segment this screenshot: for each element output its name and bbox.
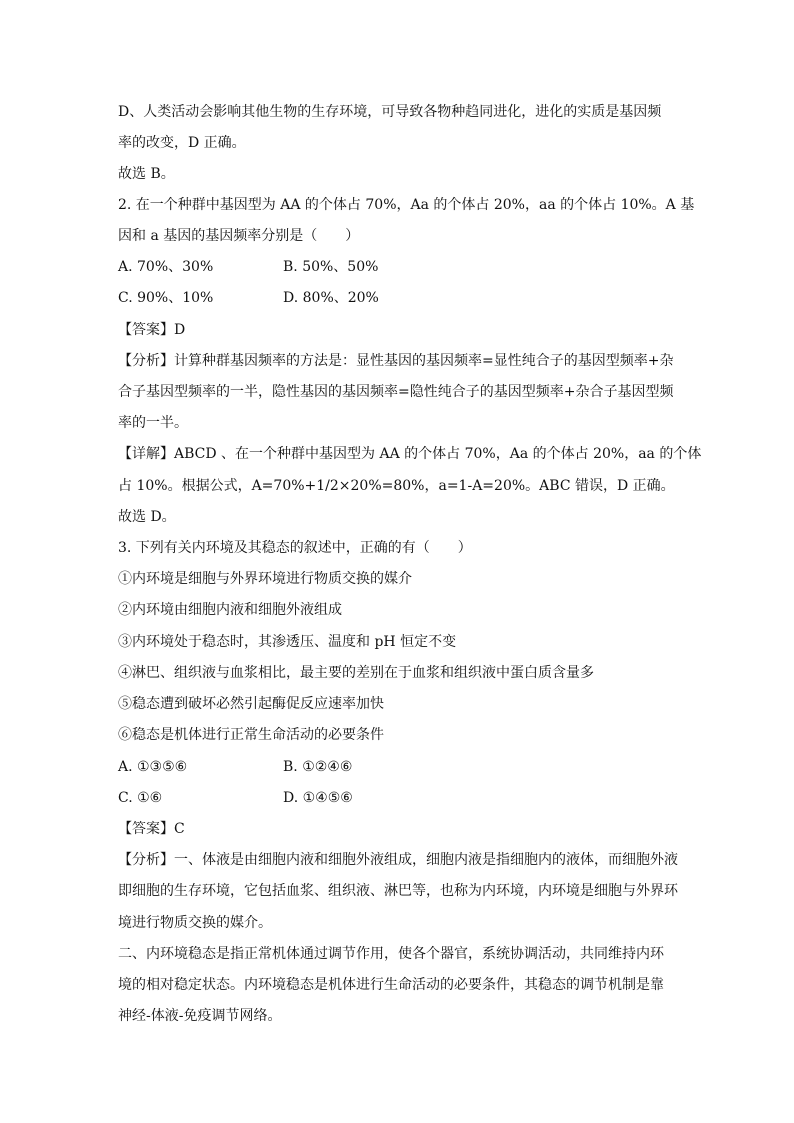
q3-analysis-line-2: 即细胞的生存环境，它包括血浆、组织液、淋巴等，也称为内环境，内环境是细胞与外界环 [118,883,678,899]
q2-stem-line-2: 因和 a 基因的基因频率分别是（ ） [118,228,360,244]
q2-option-c: C. 90%、10% [118,290,214,306]
q3-statement-3: ③内环境处于稳态时，其渗透压、温度和 pH 恒定不变 [118,634,457,650]
q3-statement-1: ①内环境是细胞与外界环境进行物质交换的媒介 [118,571,412,587]
q2-answer: 【答案】D [118,322,186,338]
q2-conclusion: 故选 D。 [118,509,176,525]
q2-option-a: A. 70%、30% [118,259,214,275]
q1-conclusion: 故选 B。 [118,166,175,182]
q2-analysis-line-2: 合子基因型频率的一半，隐性基因的基因频率=隐性纯合子的基因型频率+杂合子基因型频 [118,384,674,400]
q2-option-d: D. 80%、20% [283,290,379,306]
q3-statement-6: ⑥稳态是机体进行正常生命活动的必要条件 [118,727,384,743]
q2-detail-line-2: 占 10%。根据公式，A=70%+1/2×20%=80%，a=1-A=20%。ABC 错误，D 正确。 [118,478,675,494]
q3-statement-2: ②内环境由细胞内液和细胞外液组成 [118,602,342,618]
q3-option-b: B. ①②④⑥ [283,759,353,775]
q2-option-b: B. 50%、50% [283,259,379,275]
q1-explanation-line-2: 率的改变，D 正确。 [118,135,246,151]
q3-analysis-line-5: 境的相对稳定状态。内环境稳态是机体进行生命活动的必要条件，其稳态的调节机制是靠 [118,977,664,993]
q3-statement-5: ⑤稳态遭到破坏必然引起酶促反应速率加快 [118,696,384,712]
q3-analysis-line-1: 【分析】一、体液是由细胞内液和细胞外液组成，细胞内液是指细胞内的液体，而细胞外液 [118,852,678,868]
q3-stem: 3. 下列有关内环境及其稳态的叙述中，正确的有（ ） [118,540,472,556]
q1-explanation-line-1: D、人类活动会影响其他生物的生存环境，可导致各物种趋同进化，进化的实质是基因频 [118,104,662,120]
q2-stem-line-1: 2. 在一个种群中基因型为 AA 的个体占 70%，Aa 的个体占 20%，aa 的个体占 10%。A 基 [118,197,695,213]
q3-analysis-line-4: 二、内环境稳态是指正常机体通过调节作用，使各个器官，系统协调活动，共同维持内环 [118,946,664,962]
q3-analysis-line-6: 神经-体液-免疫调节网络。 [118,1008,282,1024]
q3-statement-4: ④淋巴、组织液与血浆相比，最主要的差别在于血浆和组织液中蛋白质含量多 [118,665,594,681]
q2-analysis-line-3: 率的一半。 [118,415,188,431]
q3-option-d: D. ①④⑤⑥ [283,790,353,806]
q2-detail-line-1: 【详解】ABCD 、在一个种群中基因型为 AA 的个体占 70%，Aa 的个体占 20%，aa 的个体 [118,446,702,462]
q3-answer: 【答案】C [118,821,185,837]
q3-option-c: C. ①⑥ [118,790,163,806]
q2-analysis-line-1: 【分析】计算种群基因频率的方法是：显性基因的基因频率=显性纯合子的基因型频率+杂 [118,353,674,369]
q3-option-a: A. ①③⑤⑥ [118,759,188,775]
q3-analysis-line-3: 境进行物质交换的媒介。 [118,915,272,931]
